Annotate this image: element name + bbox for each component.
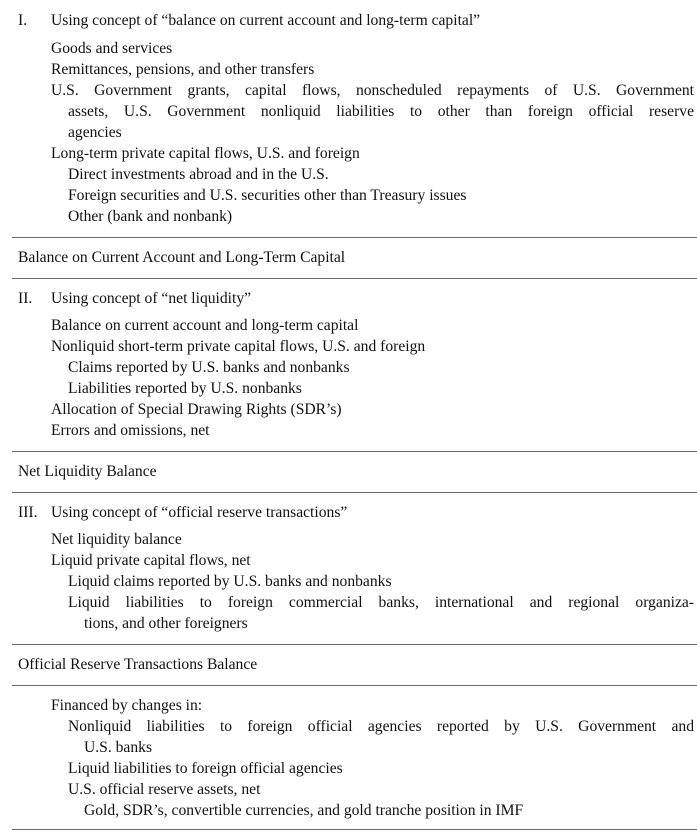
item-nonliquid-short-term: Nonliquid short-term private capital flows, U.S. and foreign — [51, 338, 426, 355]
divider-4 — [12, 492, 697, 493]
item-longterm-private: Long-term private capital flows, U.S. and foreign — [51, 145, 360, 162]
section-2-heading: Using concept of “net liquidity” — [51, 290, 252, 307]
official-reserve-transactions-balance: Official Reserve Transactions Balance — [18, 656, 258, 673]
item-remittances: Remittances, pensions, and other transfers — [51, 61, 315, 78]
section-1-heading: Using concept of “balance on current account and long-term capital” — [51, 12, 481, 29]
item-liquid-liabilities-line-1: Liquid liabilities to foreign commercial banks, international and regional organiza- — [68, 594, 694, 611]
section-1-numeral: I. — [18, 12, 28, 29]
item-goods-services: Goods and services — [51, 40, 173, 57]
financing-heading: Financed by changes in: — [51, 697, 203, 714]
net-liquidity-balance: Net Liquidity Balance — [18, 463, 157, 480]
item-govt-line-3: agencies — [68, 124, 122, 141]
item-nonliquid-official-line-1: Nonliquid liabilities to foreign official agencies reported by U.S. Government and — [68, 718, 694, 735]
item-gold-sdr-currencies: Gold, SDR’s, convertible currencies, and gold tranche position in IMF — [84, 802, 524, 819]
item-net-liquidity-balance: Net liquidity balance — [51, 531, 182, 548]
section-3-heading: Using concept of “official reserve transactions” — [51, 504, 348, 521]
section-3-numeral: III. — [18, 504, 38, 521]
item-liquid-liabilities-line-2: tions, and other foreigners — [84, 615, 248, 632]
divider-1 — [12, 237, 697, 238]
section-2-numeral: II. — [18, 290, 33, 307]
item-govt-line-1: U.S. Government grants, capital flows, nonscheduled repayments of U.S. Government — [51, 82, 694, 99]
divider-5 — [12, 644, 697, 645]
divider-6 — [12, 685, 697, 686]
item-liquid-private-flows: Liquid private capital flows, net — [51, 552, 251, 569]
item-liquid-claims: Liquid claims reported by U.S. banks and nonbanks — [68, 573, 392, 590]
balance-current-account-longterm: Balance on Current Account and Long-Term Capital — [18, 249, 346, 266]
divider-2 — [12, 278, 697, 279]
item-nonliquid-official-line-2: U.S. banks — [84, 739, 153, 756]
item-errors-omissions: Errors and omissions, net — [51, 422, 210, 439]
item-reserve-assets: U.S. official reserve assets, net — [68, 781, 261, 798]
item-liabilities-reported: Liabilities reported by U.S. nonbanks — [68, 380, 302, 397]
item-govt-line-2: assets, U.S. Government nonliquid liabilities to other than foreign official reserve — [68, 103, 694, 120]
item-foreign-securities: Foreign securities and U.S. securities other than Treasury issues — [68, 187, 467, 204]
divider-3 — [12, 451, 697, 452]
item-direct-investments: Direct investments abroad and in the U.S. — [68, 166, 329, 183]
item-liquid-official-agencies: Liquid liabilities to foreign official agencies — [68, 760, 343, 777]
divider-7 — [12, 829, 697, 830]
item-sdr-allocation: Allocation of Special Drawing Rights (SDR’s) — [51, 401, 342, 418]
item-claims-reported: Claims reported by U.S. banks and nonbanks — [68, 359, 350, 376]
item-other-bank-nonbank: Other (bank and nonbank) — [68, 208, 233, 225]
item-balance-current-account: Balance on current account and long-term capital — [51, 317, 359, 334]
